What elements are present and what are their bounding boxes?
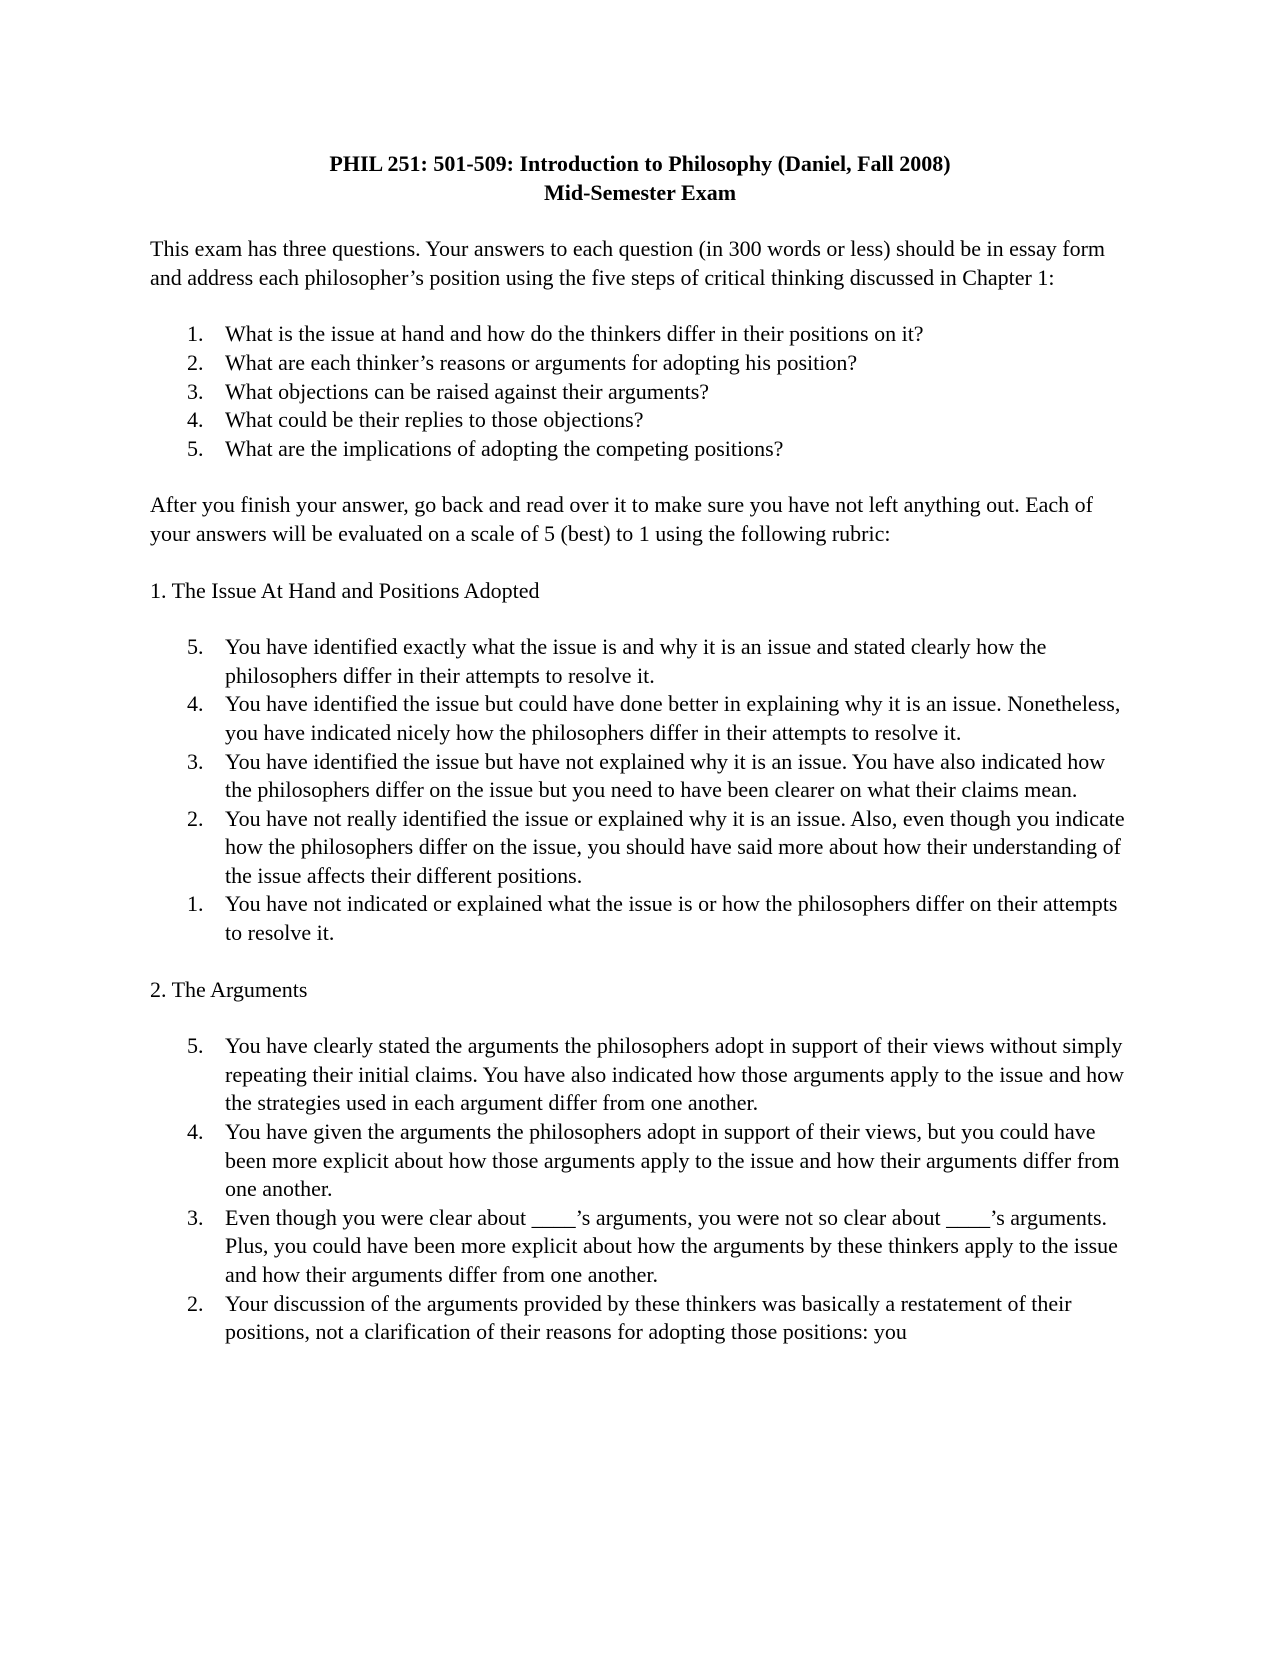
list-item: 3. What objections can be raised against their arguments? xyxy=(187,378,710,404)
exam-title: Mid-Semester Exam xyxy=(543,179,737,205)
intro-paragraph: This exam has three questions. Your answers to each question (in 300 words or less) should be in essay form and address each philosopher’s position using the five steps of critical thinking discussed in Chapter 1: xyxy=(150,236,1106,290)
critical-thinking-steps xyxy=(150,320,1130,463)
list-item: 1. What is the issue at hand and how do the thinkers differ in their positions on it? xyxy=(187,321,924,347)
section-heading-arguments: 2. The Arguments xyxy=(150,976,308,1002)
list-item: 5. You have identified exactly what the issue is and why it is an issue and stated clearly how the philosophers differ in their attempts to resolve it. xyxy=(187,634,1047,688)
list-item: 2. What are each thinker’s reasons or arguments for adopting his position? xyxy=(187,349,858,375)
list-item: 4. You have identified the issue but could have done better in explaining why it is an issue. Nonetheless, you have indicated nicely how the philosophers differ in their attempts to resolve it. xyxy=(187,691,1121,745)
list-item: 3. Even though you were clear about ____’s arguments, you were not so clear about ____’s arguments. Plus, you could have been more explicit about how the arguments by these thinkers apply to the issue and how their arguments differ from one another. xyxy=(187,1204,1118,1287)
list-item: 1. You have not indicated or explained what the issue is or how the philosophers differ on their attempts to resolve it. xyxy=(187,891,1118,946)
list-item: 3. You have identified the issue but have not explained why it is an issue. You have also indicated how the philosophers differ on the issue but you need to have been clearer on what their claims mean. xyxy=(187,748,1106,803)
list-item: 5. What are the implications of adopting the competing positions? xyxy=(187,435,784,461)
list-item: 5. You have clearly stated the arguments the philosophers adopt in support of their views without simply repeating their initial claims. You have also indicated how those arguments apply to the issue and how the strategies used in each argument differ from one another. xyxy=(187,1033,1124,1116)
list-item: 2. Your discussion of the arguments provided by these thinkers was basically a restatement of their positions, not a clarification of their reasons for adopting those positions: you xyxy=(187,1290,1072,1345)
course-title: PHIL 251: 501-509: Introduction to Philosophy (Daniel, Fall 2008) xyxy=(329,151,951,176)
title-block xyxy=(150,150,1130,207)
list-item: 4. You have given the arguments the philosophers adopt in support of their views, but you could have been more explicit about how those arguments apply to the issue and how their arguments differ from one another. xyxy=(187,1119,1120,1202)
document-page xyxy=(150,150,1130,1375)
list-item: 2. You have not really identified the issue or explained why it is an issue. Also, even though you indicate how the philosophers differ on the issue, you should have said more about how their understanding of the issue affects their different positions. xyxy=(187,805,1125,888)
list-item: 4. What could be their replies to those objections? xyxy=(187,407,644,433)
rubric-issue-list xyxy=(150,633,1130,948)
rubric-arguments-list xyxy=(150,1032,1130,1347)
section-heading-issue: 1. The Issue At Hand and Positions Adopted xyxy=(150,577,540,603)
rubric-intro-paragraph: After you finish your answer, go back and read over it to make sure you have not left anything out. Each of your answers will be evaluated on a scale of 5 (best) to 1 using the following rubric: xyxy=(150,492,1094,546)
